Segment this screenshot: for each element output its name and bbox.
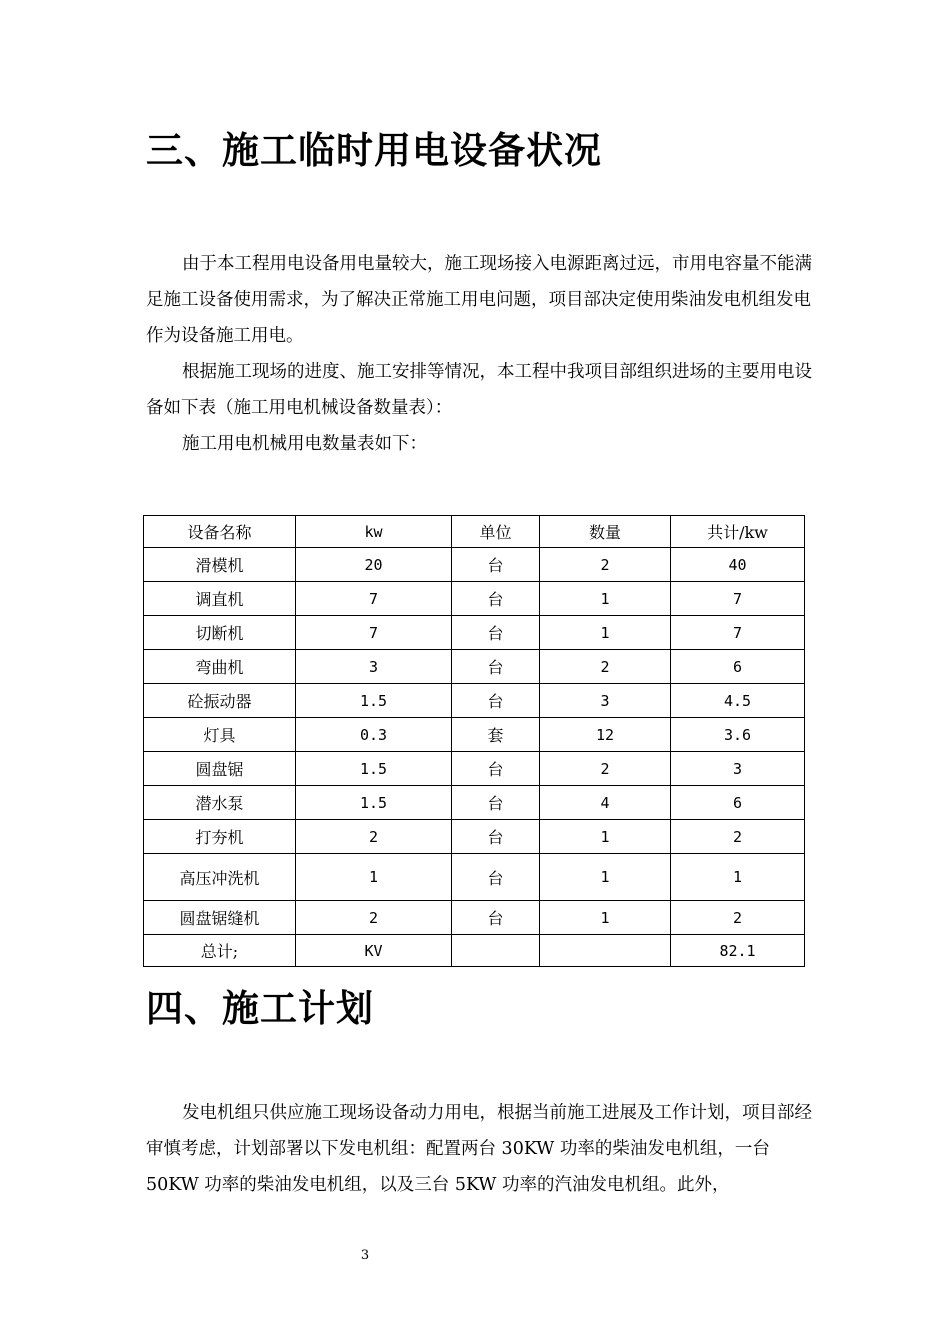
table-cell: 2 xyxy=(296,820,452,854)
table-cell: 台 xyxy=(452,786,540,820)
section-3-paragraph-3: 施工用电机械用电数量表如下： xyxy=(182,434,427,454)
table-cell: 2 xyxy=(540,548,671,582)
table-cell: 2 xyxy=(671,901,805,935)
section-3-paragraph-1: 由于本工程用电设备用电量较大，施工现场接入电源距离过远，市用电容量不能满足施工设备使用需求，为了解决正常施工用电问题，项目部决定使用柴油发电机组发电作为设备施工用电。 xyxy=(146,254,812,346)
table-cell: 2 xyxy=(671,820,805,854)
table-cell: 1.5 xyxy=(296,786,452,820)
table-row xyxy=(144,548,805,582)
table-cell: 台 xyxy=(452,820,540,854)
table-cell: 套 xyxy=(452,718,540,752)
table-row xyxy=(144,650,805,684)
total-empty-cell xyxy=(452,935,540,967)
table-cell: 0.3 xyxy=(296,718,452,752)
table-cell: 台 xyxy=(452,854,540,901)
header-cell: 共计/kw xyxy=(671,516,805,548)
total-label-cell: 总计; xyxy=(144,935,296,967)
table-cell: 砼振动器 xyxy=(144,684,296,718)
table-cell: 圆盘锯缝机 xyxy=(144,901,296,935)
table-cell: 1 xyxy=(540,901,671,935)
table-row xyxy=(144,718,805,752)
table-row xyxy=(144,684,805,718)
table-cell: 6 xyxy=(671,786,805,820)
table-row xyxy=(144,854,805,901)
table-cell: 台 xyxy=(452,582,540,616)
table-cell: 高压冲洗机 xyxy=(144,854,296,901)
header-cell: 数量 xyxy=(540,516,671,548)
table-row xyxy=(144,786,805,820)
table-cell: 3 xyxy=(671,752,805,786)
table-cell: 台 xyxy=(452,650,540,684)
table-cell: 1 xyxy=(671,854,805,901)
table-cell: 7 xyxy=(671,582,805,616)
table-cell: 1 xyxy=(296,854,452,901)
header-cell: 单位 xyxy=(452,516,540,548)
table-cell: 台 xyxy=(452,684,540,718)
table-cell: 1 xyxy=(540,820,671,854)
table-cell: 1 xyxy=(540,616,671,650)
table-cell: 弯曲机 xyxy=(144,650,296,684)
total-unit-cell: KV xyxy=(296,935,452,967)
section-4-paragraph: 发电机组只供应施工现场设备动力用电，根据当前施工进展及工作计划，项目部经审慎考虑，计划部署以下发电机组：配置两台 30KW 功率的柴油发电机组，一台 50KW 功率的柴油发电机组，以及三台 5KW 功率的汽油发电机组。此外， xyxy=(146,1103,812,1195)
table-cell: 2 xyxy=(296,901,452,935)
page-number: 3 xyxy=(360,1248,370,1263)
total-value-cell: 82.1 xyxy=(671,935,805,967)
table-cell: 台 xyxy=(452,548,540,582)
table-cell: 3 xyxy=(296,650,452,684)
table-cell: 台 xyxy=(452,616,540,650)
header-cell: 设备名称 xyxy=(144,516,296,548)
table-cell: 圆盘锯 xyxy=(144,752,296,786)
table-row xyxy=(144,901,805,935)
table-cell: 2 xyxy=(540,752,671,786)
table-cell: 7 xyxy=(296,582,452,616)
table-cell: 6 xyxy=(671,650,805,684)
table-cell: 2 xyxy=(540,650,671,684)
table-row xyxy=(144,582,805,616)
section-3-paragraph-2: 根据施工现场的进度、施工安排等情况，本工程中我项目部组织进场的主要用电设备如下表（施工用电机械设备数量表）： xyxy=(146,362,812,418)
table-cell: 1.5 xyxy=(296,752,452,786)
table-cell: 滑模机 xyxy=(144,548,296,582)
table-cell: 切断机 xyxy=(144,616,296,650)
section-3-title: 三、施工临时用电设备状况 xyxy=(146,129,602,172)
table-cell: 4.5 xyxy=(671,684,805,718)
total-empty-cell xyxy=(540,935,671,967)
table-cell: 1 xyxy=(540,582,671,616)
equipment-table xyxy=(143,515,805,967)
table-cell: 3.6 xyxy=(671,718,805,752)
table-cell: 7 xyxy=(296,616,452,650)
table-cell: 7 xyxy=(671,616,805,650)
table-cell: 1.5 xyxy=(296,684,452,718)
table-cell: 台 xyxy=(452,752,540,786)
table-cell: 3 xyxy=(540,684,671,718)
table-total-row xyxy=(144,935,805,967)
table-cell: 潜水泵 xyxy=(144,786,296,820)
table-row xyxy=(144,820,805,854)
table-cell: 4 xyxy=(540,786,671,820)
table-cell: 40 xyxy=(671,548,805,582)
table-cell: 12 xyxy=(540,718,671,752)
table-cell: 调直机 xyxy=(144,582,296,616)
table-cell: 台 xyxy=(452,901,540,935)
table-cell: 打夯机 xyxy=(144,820,296,854)
table-row xyxy=(144,752,805,786)
table-cell: 灯具 xyxy=(144,718,296,752)
table-header-row xyxy=(144,516,805,548)
table-cell: 1 xyxy=(540,854,671,901)
header-cell: kw xyxy=(296,516,452,548)
table-row xyxy=(144,616,805,650)
table-cell: 20 xyxy=(296,548,452,582)
section-4-title: 四、施工计划 xyxy=(146,987,374,1030)
